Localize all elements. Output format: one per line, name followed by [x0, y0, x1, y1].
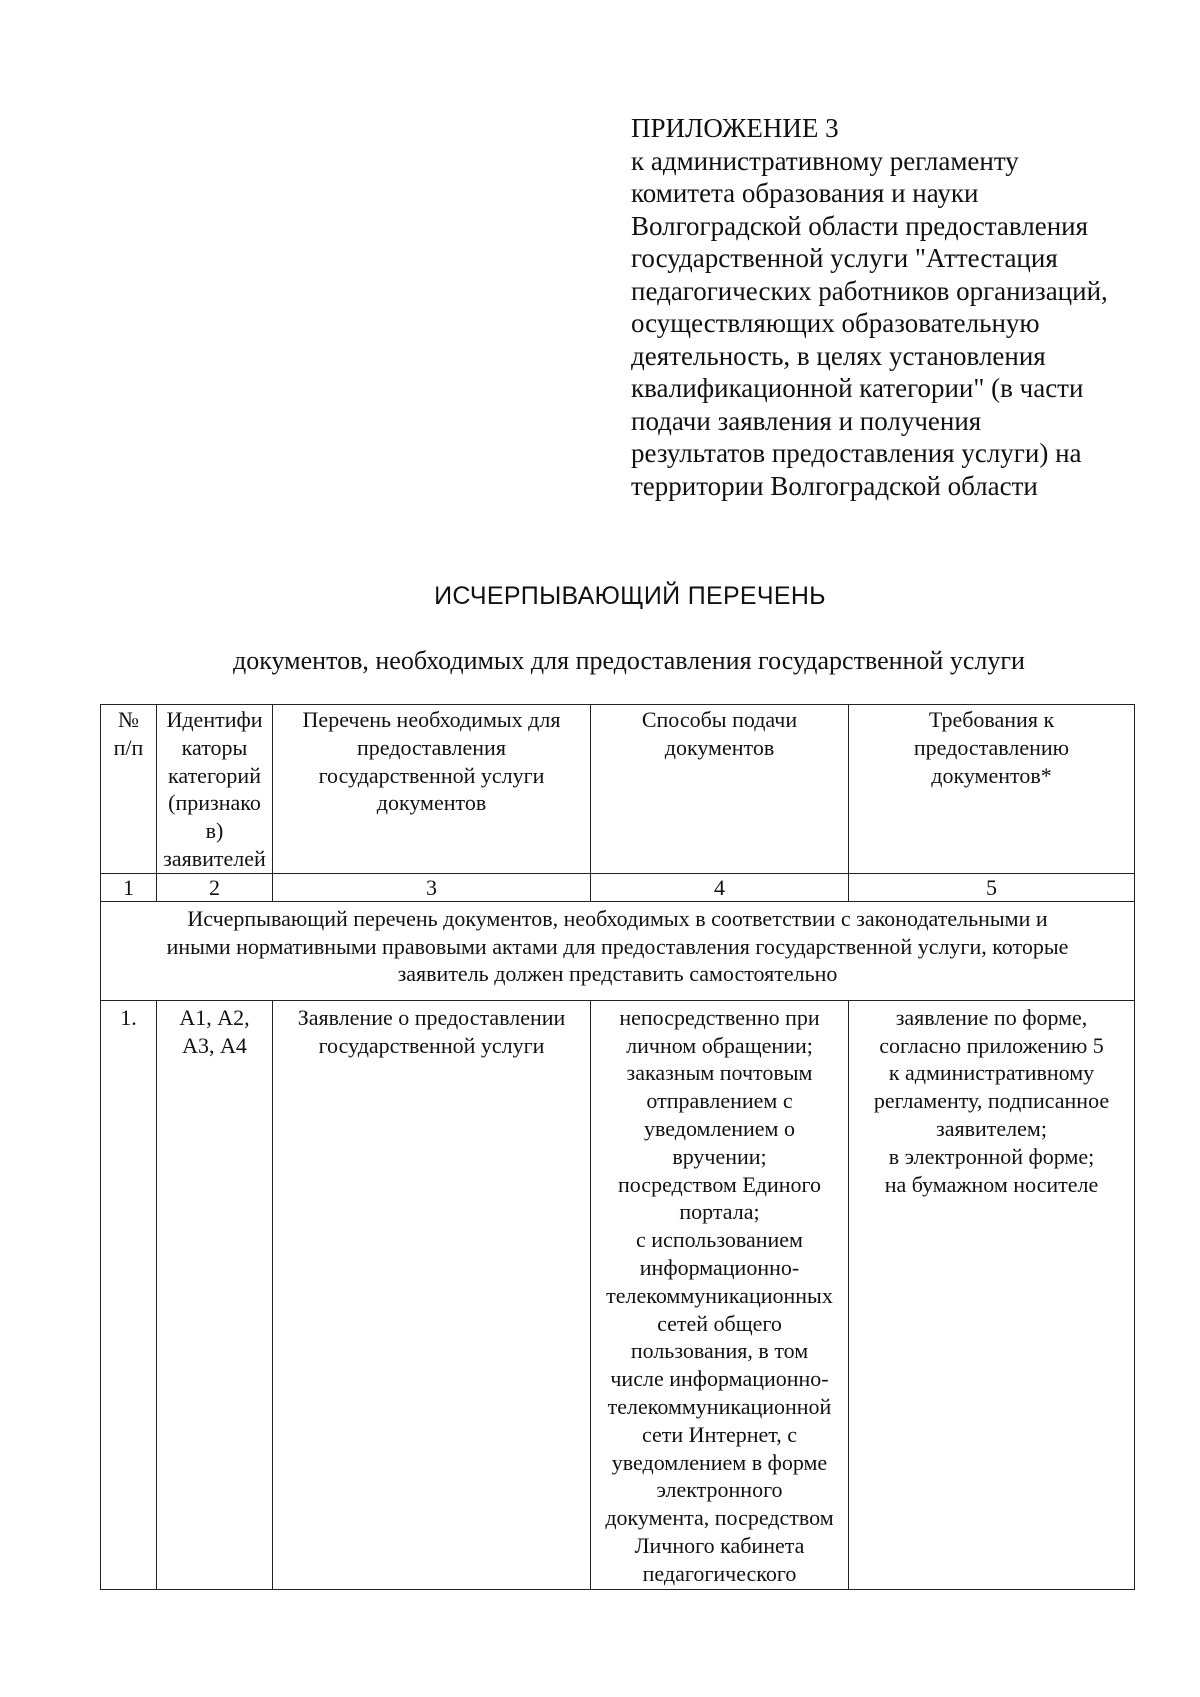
row-requirements-cell [849, 1000, 1135, 1589]
appendix-line: квалификационной категории" (в части [631, 373, 1084, 403]
column-number-cell: 3 [273, 873, 591, 901]
cell-line: документа, посредством [605, 1505, 834, 1531]
appendix-line: педагогических работников организаций, [631, 275, 1108, 306]
column-number-cell: 4 [591, 873, 849, 901]
header-cell-requirements [849, 705, 1135, 874]
cell-line: портала; [679, 1199, 760, 1225]
header-line: предоставлению [913, 734, 1070, 760]
cell-line: Личного кабинета [634, 1532, 805, 1558]
cell-line: А3, А4 [182, 1032, 247, 1058]
cell-line: А1, А2, [179, 1004, 250, 1030]
cell-line: вручении; [672, 1143, 767, 1169]
header-line: Перечень необходимых для [302, 707, 561, 732]
appendix-line: ПРИЛОЖЕНИЕ 3 [631, 113, 839, 143]
header-line: Способы подачи [641, 707, 798, 732]
cell-line: заказным почтовым [626, 1060, 813, 1086]
header-cell-number [101, 705, 157, 874]
header-line: предоставления [357, 734, 506, 760]
appendix-line: результатов предоставления услуги) на [631, 438, 1082, 468]
row-document-cell [273, 1000, 591, 1589]
appendix-line: подачи заявления и получения [631, 405, 982, 436]
cell-line: личном обращении; [626, 1032, 813, 1058]
header-line: п/п [113, 734, 144, 760]
cell-line: на бумажном носителе [884, 1171, 1099, 1197]
header-line: № [118, 707, 139, 732]
header-line: документов [376, 790, 487, 816]
cell-line: с использованием [636, 1227, 803, 1253]
section-title-line: Исчерпывающий перечень документов, необходимых в соответствии с законодательными и [187, 905, 1048, 931]
header-line: (признако [168, 790, 261, 816]
header-line: Идентифи [166, 707, 263, 732]
row-number-cell [101, 1000, 157, 1589]
appendix-line: осуществляющих образовательную [631, 308, 1040, 338]
cell-line: посредством Единого [617, 1171, 822, 1197]
appendix-line: комитета образования и науки [631, 178, 979, 208]
document-title: ИСЧЕРПЫВАЮЩИЙ ПЕРЕЧЕНЬ [434, 582, 826, 610]
header-cell-methods [591, 705, 849, 874]
row-identifiers-cell [157, 1000, 273, 1589]
cell-line: заявление по форме, [895, 1004, 1088, 1030]
cell-line: уведомлением в форме [611, 1449, 828, 1475]
section-title-cell [101, 901, 1135, 1000]
header-line: документов* [931, 762, 1052, 788]
section-title-row [101, 901, 1135, 1000]
header-line: документов [664, 734, 775, 760]
header-cell-identifiers [157, 705, 273, 874]
header-line: государственной услуги [318, 762, 545, 788]
appendix-line: территории Волгоградской области [631, 470, 1038, 501]
cell-line: заявителем; [936, 1115, 1047, 1141]
cell-line: в электронной форме; [888, 1143, 1095, 1169]
header-line: категорий [168, 762, 261, 788]
cell-line: отправлением с [646, 1088, 793, 1114]
appendix-line: Волгоградской области предоставления [631, 210, 1089, 241]
column-number-cell: 1 [101, 873, 157, 901]
row-methods-cell [591, 1000, 849, 1589]
cell-line: информационно- [639, 1254, 800, 1280]
column-number-cell: 5 [849, 873, 1135, 901]
appendix-line: государственной услуги "Аттестация [631, 243, 1058, 273]
cell-line: согласно приложению 5 [879, 1032, 1104, 1058]
documents-table [100, 704, 1135, 1590]
header-line: каторы [181, 734, 248, 760]
cell-line: сети Интернет, с [642, 1421, 797, 1447]
cell-line: регламенту, подписанное [873, 1088, 1110, 1114]
appendix-line: деятельность, в целях установления [631, 340, 1046, 371]
appendix-line: к административному регламенту [631, 145, 1019, 176]
cell-line: Заявление о предоставлении [297, 1004, 566, 1030]
document-subtitle: документов, необходимых для предоставления государственной услуги [233, 646, 1025, 675]
column-number-row [101, 873, 1135, 901]
cell-line: к административному [888, 1060, 1095, 1086]
cell-line: государственной услуги [318, 1032, 545, 1058]
cell-line: непосредственно при [619, 1004, 820, 1030]
cell-line: пользования, в том [630, 1338, 809, 1364]
cell-line: уведомлением о [644, 1115, 795, 1141]
cell-line: числе информационно- [610, 1366, 829, 1392]
appendix-header [631, 112, 1176, 502]
cell-line: телекоммуникационной [607, 1393, 832, 1419]
column-number-cell: 2 [157, 873, 273, 901]
header-line: Требования к [928, 707, 1055, 732]
cell-line: электронного [656, 1477, 783, 1503]
header-line: заявителей [163, 845, 266, 871]
cell-line: педагогического [642, 1560, 797, 1586]
section-title-line: заявитель должен представить самостоятельно [397, 961, 838, 987]
section-title-line: иными нормативными правовыми актами для предоставления государственной услуги, которые [166, 933, 1069, 959]
header-line: в) [205, 818, 224, 844]
cell-line: 1. [120, 1004, 137, 1030]
cell-line: телекоммуникационных [606, 1282, 833, 1308]
header-cell-documents [273, 705, 591, 874]
cell-line: сетей общего [657, 1310, 782, 1336]
table-row [101, 1000, 1135, 1589]
table-header-row [101, 705, 1135, 874]
